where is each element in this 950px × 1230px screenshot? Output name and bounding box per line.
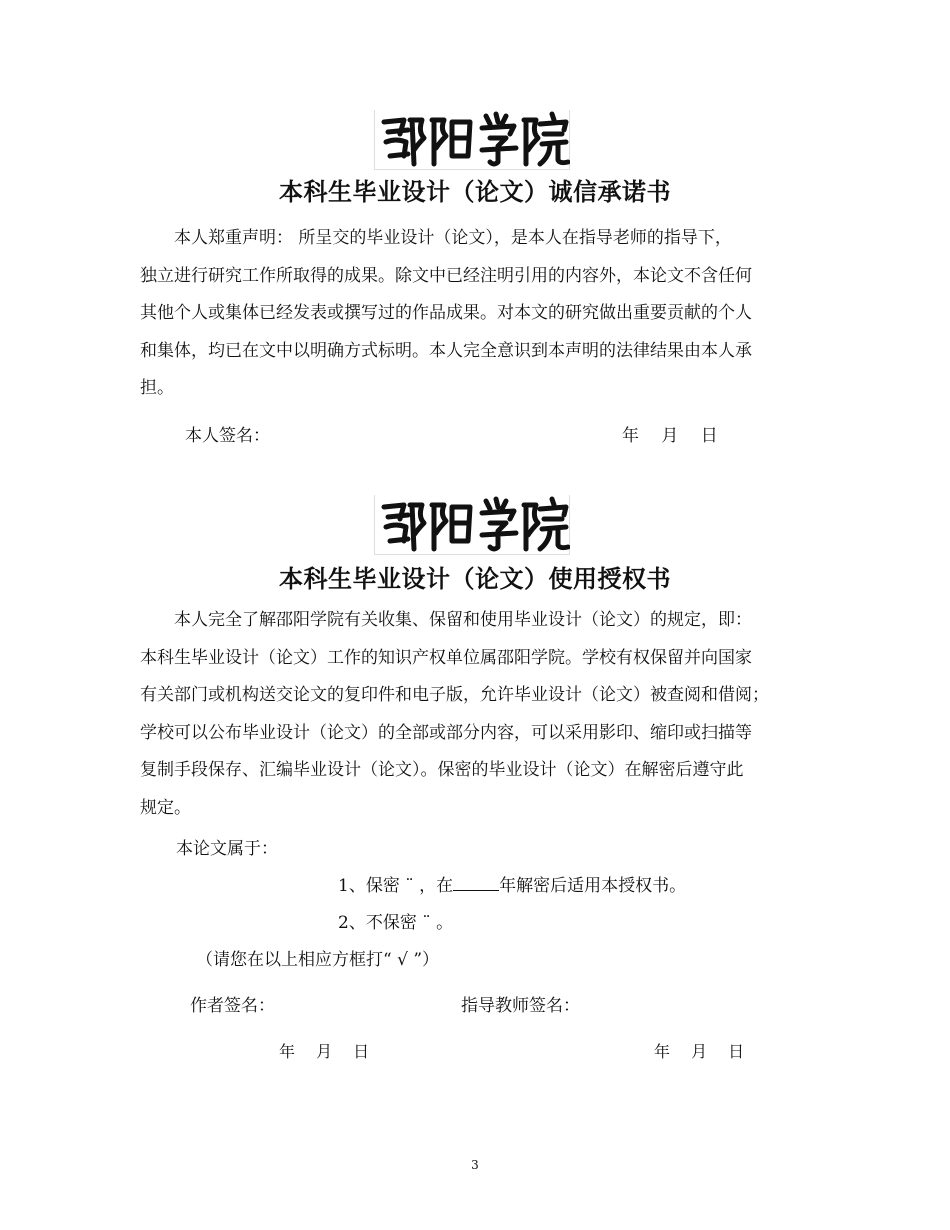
pledge-line-2: 独立进行研究工作所取得的成果。除文中已经注明引用的内容外，本论文不含任何 <box>140 265 752 286</box>
thesis-belongs-label: 本论文属于： <box>176 839 278 859</box>
advisor-date-label: 年 月 日 <box>654 1042 745 1061</box>
auth-line-3: 有关部门或机构送交论文的复印件和电子版，允许毕业设计（论文）被查阅和借阅； <box>140 685 769 705</box>
usage-authorization-body <box>140 602 820 827</box>
non-confidential-option: 2、不保密 ¨ 。 <box>338 913 454 933</box>
pledge-line-3: 其他个人或集体已经发表或撰写过的作品成果。对本文的研究做出重要贡献的个人 <box>140 303 752 323</box>
calligraphy-logo-image <box>374 110 570 170</box>
pledge-line-1: 本人郑重声明： 所呈交的毕业设计（论文），是本人在指导老师的指导下， <box>174 228 732 248</box>
calligraphy-logo-image-2 <box>374 495 570 555</box>
pledge-line-4: 和集体，均已在文中以明确方式标明。本人完全意识到本声明的法律结果由本人承 <box>140 340 752 361</box>
auth-line-2: 本科生毕业设计（论文）工作的知识产权单位属邵阳学院。学校有权保留并向国家 <box>140 647 752 668</box>
pledge-date-label: 年 月 日 <box>622 426 718 446</box>
confidential-option-prefix: 1、保密 ¨ ，在 <box>338 876 454 896</box>
auth-line-1: 本人完全了解邵阳学院有关收集、保留和使用毕业设计（论文）的规定，即： <box>174 610 752 630</box>
confidential-option <box>338 871 686 896</box>
author-signature-label: 作者签名： <box>190 996 275 1016</box>
auth-line-6: 规定。 <box>140 797 191 818</box>
advisor-signature-label: 指导教师签名： <box>461 996 580 1016</box>
pledge-signature-label: 本人签名： <box>185 426 270 446</box>
confidential-option-suffix: 年解密后适用本授权书。 <box>499 876 687 896</box>
decrypt-year-blank[interactable] <box>453 876 499 891</box>
checkbox-instruction-note: （请您在以上相应方框打“ √ ”） <box>196 950 440 970</box>
usage-authorization-title: 本科生毕业设计（论文）使用授权书 <box>279 565 671 593</box>
author-date-label: 年 月 日 <box>279 1042 370 1061</box>
integrity-pledge-body <box>140 220 820 408</box>
page-number: 3 <box>471 1158 479 1172</box>
university-logo-2 <box>374 495 570 555</box>
auth-line-5: 复制手段保存、汇编毕业设计（论文）。保密的毕业设计（论文）在解密后遵守此 <box>140 760 744 780</box>
pledge-line-5: 担。 <box>140 378 174 398</box>
university-logo <box>374 110 570 170</box>
integrity-pledge-title: 本科生毕业设计（论文）诚信承诺书 <box>279 178 671 206</box>
auth-line-4: 学校可以公布毕业设计（论文）的全部或部分内容，可以采用影印、缩印或扫描等 <box>140 722 752 743</box>
